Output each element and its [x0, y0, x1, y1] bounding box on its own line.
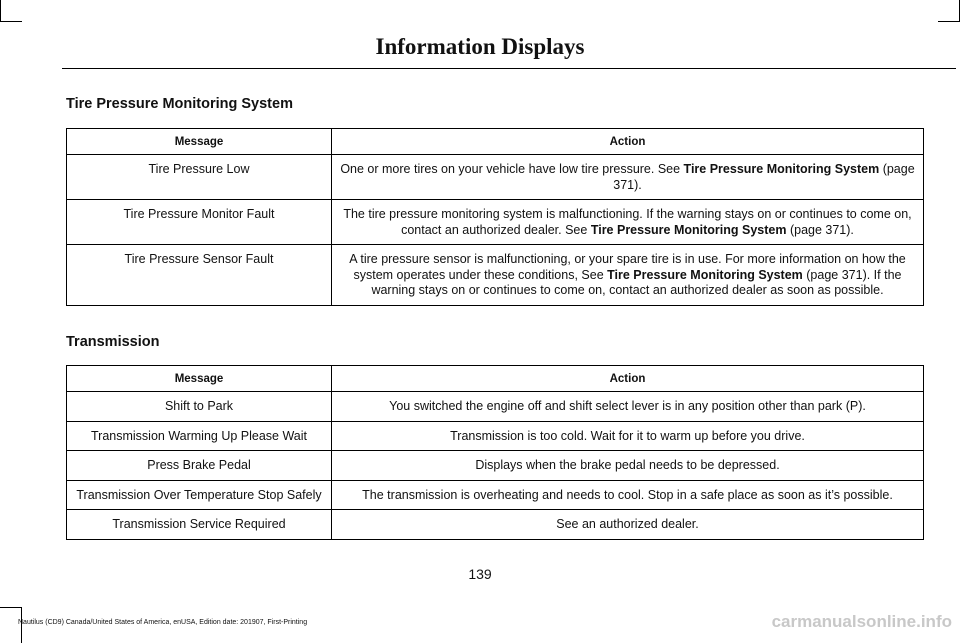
table-header-row [67, 129, 924, 155]
cross-reference: Tire Pressure Monitoring System [590, 222, 787, 237]
column-header-message: Message [67, 129, 332, 155]
table-row [67, 421, 924, 451]
message-cell: Tire Pressure Low [67, 155, 332, 200]
action-cell: One or more tires on your vehicle have low tire pressure. See Tire Pressure Monitoring System (page 371). [332, 155, 924, 200]
message-cell: Tire Pressure Sensor Fault [67, 245, 332, 306]
message-cell: Press Brake Pedal [67, 451, 332, 481]
message-cell: Tire Pressure Monitor Fault [67, 200, 332, 245]
tpms-table [66, 128, 924, 306]
action-cell: Displays when the brake pedal needs to be depressed. [332, 451, 924, 481]
table-row [67, 392, 924, 422]
tpms-section-title: Tire Pressure Monitoring System [66, 96, 293, 112]
cross-reference: Tire Pressure Monitoring System [683, 162, 880, 176]
cross-reference: Tire Pressure Monitoring System [607, 267, 803, 282]
column-header-message: Message [67, 366, 332, 392]
table-header-row [67, 366, 924, 392]
table-row [67, 451, 924, 481]
action-cell: The tire pressure monitoring system is malfunctioning. If the warning stays on or continues to come on, contact an authorized dealer. See Tire Pressure Monitoring System (page 371). [332, 200, 924, 245]
message-cell: Transmission Service Required [67, 510, 332, 540]
message-cell: Shift to Park [67, 392, 332, 422]
column-header-action: Action [332, 129, 924, 155]
table-row [67, 200, 924, 245]
page-number: 139 [468, 566, 492, 582]
table-row [67, 480, 924, 510]
crop-mark [0, 21, 22, 22]
page-header-title: Information Displays [375, 34, 585, 59]
table-row [67, 510, 924, 540]
action-cell: See an authorized dealer. [332, 510, 924, 540]
crop-mark [938, 21, 960, 22]
action-cell: Transmission is too cold. Wait for it to warm up before you drive. [332, 421, 924, 451]
crop-mark [0, 0, 1, 22]
table-row [67, 155, 924, 200]
message-cell: Transmission Warming Up Please Wait [67, 421, 332, 451]
action-cell: You switched the engine off and shift select lever is in any position other than park (P). [332, 392, 924, 422]
transmission-section-title: Transmission [66, 334, 160, 350]
table-row [67, 245, 924, 306]
action-cell: The transmission is overheating and needs to cool. Stop in a safe place as soon as it’s possible. [332, 480, 924, 510]
column-header-action: Action [332, 366, 924, 392]
watermark: carmanualsonline.info [771, 612, 952, 631]
header-rule [62, 68, 956, 69]
action-cell: A tire pressure sensor is malfunctioning, or your spare tire is in use. For more information on how the system operates under these conditions, See Tire Pressure Monitoring System (page 371). If the warning stays on or continues to come on, contact an authorized dealer as soon as possible. [332, 245, 924, 306]
message-cell: Transmission Over Temperature Stop Safely [67, 480, 332, 510]
crop-mark [0, 607, 22, 608]
footer-edition-text: Nautilus (CD9) Canada/United States of America, enUSA, Edition date: 201907, First-Printing [18, 619, 308, 626]
transmission-table [66, 365, 924, 540]
